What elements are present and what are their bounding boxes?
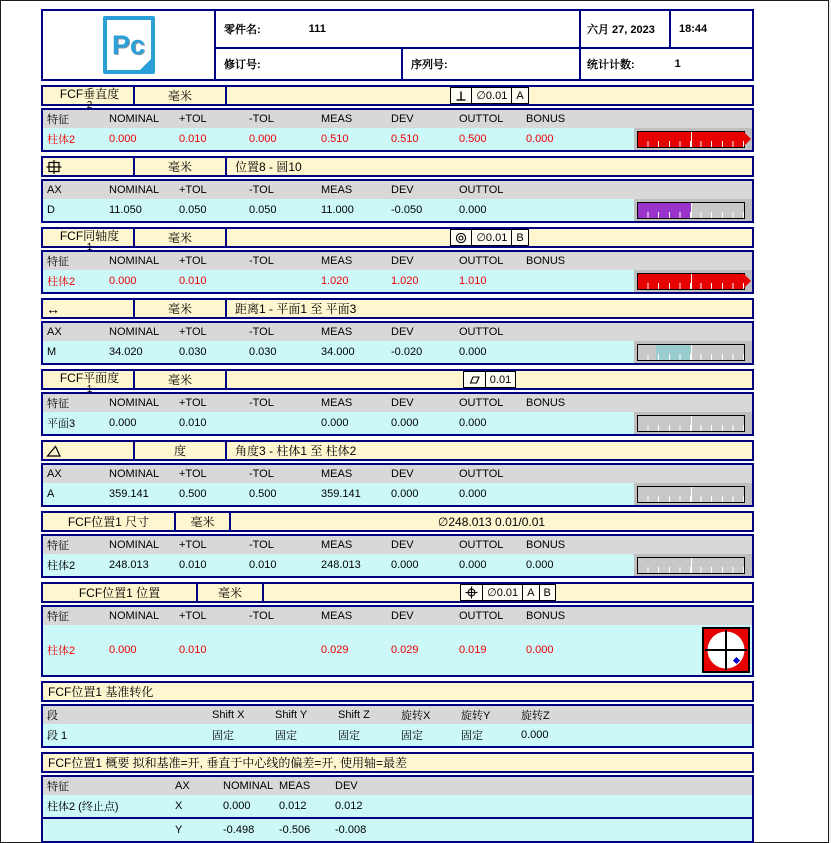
tolerance-bar-out-of-tol	[637, 273, 745, 290]
revision-cell	[216, 47, 401, 79]
col-header: AX	[175, 780, 190, 792]
nominal-value: 248.013	[109, 559, 149, 571]
units-label: 毫米	[135, 371, 227, 388]
section-distance	[41, 298, 754, 365]
feature-row	[43, 412, 752, 434]
section-label: FCF同轴度 1	[43, 229, 135, 246]
col-header: DEV	[335, 780, 358, 792]
units-label: 毫米	[135, 87, 227, 104]
tolerance-bar-negative-dev	[637, 202, 745, 219]
table-header-row	[43, 536, 752, 554]
col-header: NOMINAL	[109, 539, 160, 551]
report-header	[41, 9, 754, 81]
time-value: 18:44	[679, 23, 708, 35]
col-header: DEV	[391, 113, 414, 125]
units-label: 毫米	[135, 158, 227, 175]
tolerance-bar-cell	[634, 128, 752, 150]
minus-tol-value: 0.000	[249, 133, 277, 145]
meas-value: 0.029	[321, 644, 349, 656]
col-header: MEAS	[321, 468, 353, 480]
nominal-value: 34.020	[109, 346, 143, 358]
col-header: MEAS	[321, 610, 353, 622]
outtol-value: 0.019	[459, 644, 487, 656]
col-header: OUTTOL	[459, 113, 504, 125]
gdt-frame-area	[227, 229, 752, 246]
stats-count-value: 1	[674, 58, 681, 70]
section-description: 位置8 - 圆10	[235, 160, 302, 174]
section-description: 角度3 - 柱体1 至 柱体2	[235, 444, 357, 458]
col-header: OUTTOL	[459, 184, 504, 196]
col-header: Shift Y	[275, 709, 308, 721]
plus-tol-value: 0.010	[179, 275, 207, 287]
segment-name: 段 1	[47, 730, 68, 742]
table-header-row	[43, 252, 752, 270]
section-position-summary	[41, 752, 754, 843]
feature-row	[43, 199, 752, 221]
plus-tol-value: 0.050	[179, 204, 207, 216]
perpendicularity-icon	[451, 88, 472, 103]
table-header-row	[43, 777, 752, 795]
feature-row	[43, 341, 752, 363]
meas-value: -0.506	[279, 824, 311, 836]
report-content	[41, 9, 754, 843]
units-label: 毫米	[176, 513, 231, 530]
part-name-label: 零件名:	[224, 24, 261, 36]
axis-name: X	[175, 800, 183, 812]
outtol-value: 0.000	[459, 417, 487, 429]
datum-shift-table	[41, 704, 754, 748]
col-header: NOMINAL	[109, 113, 160, 125]
gdt-frame-area	[227, 87, 752, 104]
tolerance-bar-cell	[634, 341, 752, 363]
date-value: 六月 27, 2023	[587, 24, 655, 36]
part-name-cell	[216, 11, 579, 47]
summary-row-x	[43, 795, 752, 817]
dimension-table	[41, 108, 754, 152]
section-title: FCF位置1 概要 拟和基准=开, 垂直于中心线的偏差=开, 使用轴=最差	[41, 752, 754, 773]
dev-value: -0.050	[391, 204, 423, 216]
section-description: ∅248.013 0.01/0.01	[437, 514, 546, 529]
gdt-datum: B	[543, 586, 551, 599]
col-header: OUTTOL	[459, 397, 504, 409]
col-header: 特征	[47, 398, 69, 410]
gdt-frame-area	[264, 584, 752, 601]
outtol-value: 0.000	[459, 488, 487, 500]
col-header: 特征	[47, 540, 69, 552]
col-header: -TOL	[249, 113, 274, 125]
col-header: NOMINAL	[109, 326, 160, 338]
section-location-circle10	[41, 156, 754, 223]
feature-row	[43, 625, 752, 675]
position-bullseye-plot	[702, 627, 750, 673]
col-header: 旋转X	[401, 710, 431, 722]
date-cell	[579, 11, 669, 47]
plus-tol-value: 0.010	[179, 133, 207, 145]
col-header: +TOL	[179, 326, 207, 338]
section-position-size	[41, 511, 754, 578]
col-header: 特征	[47, 114, 69, 126]
section-title-row	[41, 582, 754, 603]
feature-name: 柱体2	[47, 134, 76, 146]
section-label: FCF位置1 位置	[43, 584, 198, 601]
minus-tol-value: 0.500	[249, 488, 277, 500]
shift-y-value: 固定	[275, 730, 297, 742]
table-header-row	[43, 607, 752, 625]
col-header: MEAS	[321, 539, 353, 551]
section-label: FCF平面度 1	[43, 371, 135, 388]
tolerance-bar-empty	[637, 486, 745, 503]
col-header: NOMINAL	[109, 468, 160, 480]
col-header: BONUS	[526, 397, 566, 409]
meas-value: 1.020	[321, 275, 349, 287]
col-header: MEAS	[321, 113, 353, 125]
stats-count-cell	[579, 47, 752, 79]
col-header: Shift X	[212, 709, 245, 721]
col-header: MEAS	[321, 326, 353, 338]
meas-value: 248.013	[321, 559, 361, 571]
dev-value: 1.020	[391, 275, 419, 287]
tolerance-bar-cell	[634, 199, 752, 221]
meas-value: 11.000	[321, 204, 354, 216]
feature-row	[43, 128, 752, 150]
bonus-value: 0.000	[526, 644, 554, 656]
concentricity-icon	[451, 230, 472, 245]
col-header: DEV	[391, 255, 414, 267]
col-header: OUTTOL	[459, 610, 504, 622]
section-title-row	[41, 156, 754, 177]
outtol-value: 0.000	[459, 346, 487, 358]
meas-value: 0.510	[321, 133, 349, 145]
col-header: 段	[47, 710, 58, 722]
rotate-y-value: 固定	[461, 730, 483, 742]
tolerance-bar-empty	[637, 415, 745, 432]
dev-value: 0.012	[335, 800, 363, 812]
axis-name: Y	[175, 824, 183, 836]
nominal-value: 0.000	[109, 417, 137, 429]
col-header: DEV	[391, 468, 414, 480]
feature-row	[43, 270, 752, 292]
col-header: 旋转Z	[521, 710, 550, 722]
section-angle	[41, 440, 754, 507]
feature-name: 柱体2	[47, 560, 76, 572]
tolerance-bar-cell	[634, 483, 752, 505]
section-title-row	[41, 298, 754, 319]
table-header-row	[43, 394, 752, 412]
part-name-value: 111	[308, 23, 326, 35]
gdt-frame-area	[227, 371, 752, 388]
col-header: DEV	[391, 397, 414, 409]
axis-name: A	[47, 488, 55, 500]
dev-value: -0.008	[335, 824, 367, 836]
col-header: 特征	[47, 611, 69, 623]
dev-value: -0.020	[391, 346, 423, 358]
gdt-frame	[450, 229, 528, 246]
dimension-table	[41, 392, 754, 436]
col-header: AX	[47, 184, 62, 196]
outtol-value: 0.000	[459, 204, 487, 216]
col-header: DEV	[391, 539, 414, 551]
feature-row	[43, 554, 752, 576]
gdt-tolerance: ∅0.01	[472, 230, 512, 245]
tolerance-bar-cell	[634, 554, 752, 576]
col-header: OUTTOL	[459, 539, 504, 551]
outtol-value: 1.010	[459, 275, 487, 287]
serial-cell	[401, 47, 579, 79]
plus-tol-value: 0.010	[179, 559, 207, 571]
col-header: OUTTOL	[459, 255, 504, 267]
outtol-value: 0.000	[459, 559, 487, 571]
col-header: 旋转Y	[461, 710, 491, 722]
section-datum-shift	[41, 681, 754, 748]
section-position-location	[41, 582, 754, 677]
col-header: OUTTOL	[459, 326, 504, 338]
units-label: 毫米	[135, 300, 227, 317]
summary-table	[41, 775, 754, 843]
location-dimension-icon	[43, 158, 135, 175]
shift-z-value: 固定	[338, 730, 360, 742]
nominal-value: 0.000	[109, 275, 137, 287]
axis-name: M	[47, 346, 57, 358]
col-header: MEAS	[279, 780, 311, 792]
section-description: 距离1 - 平面1 至 平面3	[235, 302, 357, 316]
col-header: +TOL	[179, 255, 207, 267]
table-header-row	[43, 181, 752, 199]
col-header: +TOL	[179, 468, 207, 480]
section-label: FCF位置1 尺寸	[43, 513, 176, 530]
gdt-datum: B	[516, 231, 524, 244]
minus-tol-value: 0.010	[249, 559, 277, 571]
col-header: NOMINAL	[109, 255, 160, 267]
dev-value: 0.029	[391, 644, 419, 656]
col-header: NOMINAL	[223, 780, 274, 792]
col-header: DEV	[391, 610, 414, 622]
gdt-tolerance: ∅0.01	[472, 88, 512, 103]
tolerance-bar-in-tol	[637, 344, 745, 361]
feature-name: 柱体2	[47, 645, 76, 657]
serial-label: 序列号:	[411, 59, 448, 71]
col-header: NOMINAL	[109, 184, 160, 196]
dev-value: 0.000	[391, 417, 419, 429]
segment-row	[43, 724, 752, 746]
axis-name: D	[47, 204, 55, 216]
col-header: 特征	[47, 781, 69, 793]
outtol-value: 0.500	[459, 133, 487, 145]
feature-name: 柱体2	[47, 276, 76, 288]
col-header: AX	[47, 468, 62, 480]
feature-row	[43, 483, 752, 505]
col-header: DEV	[391, 326, 414, 338]
tolerance-bar-out-of-tol	[637, 131, 745, 148]
col-header: BONUS	[526, 539, 566, 551]
nominal-value: -0.498	[223, 824, 255, 836]
plus-tol-value: 0.030	[179, 346, 207, 358]
nominal-value: 11.050	[109, 204, 142, 216]
col-header: BONUS	[526, 113, 566, 125]
col-header: +TOL	[179, 184, 207, 196]
gdt-frame	[460, 584, 556, 601]
col-header: MEAS	[321, 255, 353, 267]
dimension-table	[41, 321, 754, 365]
feature-name: 平面3	[47, 418, 76, 430]
col-header: BONUS	[526, 255, 566, 267]
dimension-table	[41, 250, 754, 294]
revision-label: 修订号:	[224, 59, 261, 71]
col-header: BONUS	[526, 610, 566, 622]
tolerance-bar-empty	[637, 557, 745, 574]
distance-dimension-icon: ↔	[43, 300, 135, 317]
minus-tol-value: 0.050	[249, 204, 277, 216]
col-header: DEV	[391, 184, 414, 196]
col-header: +TOL	[179, 397, 207, 409]
section-title-row	[41, 85, 754, 111]
col-header: MEAS	[321, 397, 353, 409]
time-cell	[669, 11, 752, 47]
col-header: -TOL	[249, 184, 274, 196]
dimension-table	[41, 605, 754, 677]
dimension-table	[41, 534, 754, 578]
table-header-row	[43, 706, 752, 724]
gdt-tolerance: ∅0.01	[483, 585, 523, 600]
nominal-value: 0.000	[223, 800, 251, 812]
gdt-datum: A	[516, 89, 524, 102]
col-header: -TOL	[249, 326, 274, 338]
plus-tol-value: 0.500	[179, 488, 207, 500]
units-label: 度	[135, 442, 227, 459]
col-header: -TOL	[249, 468, 274, 480]
dev-value: 0.000	[391, 488, 419, 500]
rotate-z-value: 0.000	[521, 729, 549, 741]
col-header: +TOL	[179, 610, 207, 622]
gdt-frame	[463, 371, 516, 388]
section-title-row	[41, 227, 754, 253]
position-plot-cell	[634, 627, 752, 673]
col-header: NOMINAL	[109, 397, 160, 409]
logo-text: Pc	[111, 29, 146, 60]
dev-value: 0.510	[391, 133, 419, 145]
col-header: -TOL	[249, 539, 274, 551]
nominal-value: 359.141	[109, 488, 149, 500]
stats-count-label: 统计计数:	[587, 59, 635, 71]
bonus-value: 0.000	[526, 559, 554, 571]
col-header: -TOL	[249, 255, 274, 267]
shift-x-value: 固定	[212, 730, 234, 742]
plus-tol-value: 0.010	[179, 417, 207, 429]
pcdmis-logo-icon	[103, 16, 155, 74]
section-title-row	[41, 440, 754, 461]
dimension-table	[41, 463, 754, 507]
col-header: 特征	[47, 256, 69, 268]
gdt-datum: A	[523, 585, 539, 600]
angle-dimension-icon	[43, 442, 135, 459]
col-header: OUTTOL	[459, 468, 504, 480]
col-header: -TOL	[249, 610, 274, 622]
dev-value: 0.000	[391, 559, 419, 571]
flatness-icon	[464, 372, 486, 387]
bonus-value: 0.000	[526, 133, 554, 145]
minus-tol-value: 0.030	[249, 346, 277, 358]
table-header-row	[43, 110, 752, 128]
feature-name: 柱体2 (终止点)	[47, 801, 119, 813]
tolerance-bar-cell	[634, 412, 752, 434]
section-label: FCF垂直度 2	[43, 87, 135, 104]
meas-value: 34.000	[321, 346, 355, 358]
units-label: 毫米	[135, 229, 227, 246]
col-header: Shift Z	[338, 709, 370, 721]
section-concentricity	[41, 227, 754, 294]
tolerance-bar-cell	[634, 270, 752, 292]
dimension-table	[41, 179, 754, 223]
section-title-row	[41, 369, 754, 395]
section-title: FCF位置1 基准转化	[41, 681, 754, 702]
section-perpendicularity	[41, 85, 754, 152]
logo-cell	[43, 11, 216, 79]
meas-value: 0.012	[279, 800, 307, 812]
meas-value: 0.000	[321, 417, 349, 429]
rotate-x-value: 固定	[401, 730, 423, 742]
table-header-row	[43, 465, 752, 483]
nominal-value: 0.000	[109, 133, 137, 145]
col-header: +TOL	[179, 113, 207, 125]
col-header: MEAS	[321, 184, 353, 196]
col-header: +TOL	[179, 539, 207, 551]
meas-value: 359.141	[321, 488, 361, 500]
section-title-row	[41, 511, 754, 532]
gdt-frame	[450, 87, 528, 104]
nominal-value: 0.000	[109, 644, 137, 656]
summary-row-y	[43, 817, 752, 841]
col-header: NOMINAL	[109, 610, 160, 622]
true-position-icon	[461, 585, 483, 600]
col-header: -TOL	[249, 397, 274, 409]
gdt-tolerance: 0.01	[489, 373, 512, 386]
plus-tol-value: 0.010	[179, 644, 207, 656]
col-header: AX	[47, 326, 62, 338]
table-header-row	[43, 323, 752, 341]
section-flatness	[41, 369, 754, 436]
units-label: 毫米	[198, 584, 264, 601]
